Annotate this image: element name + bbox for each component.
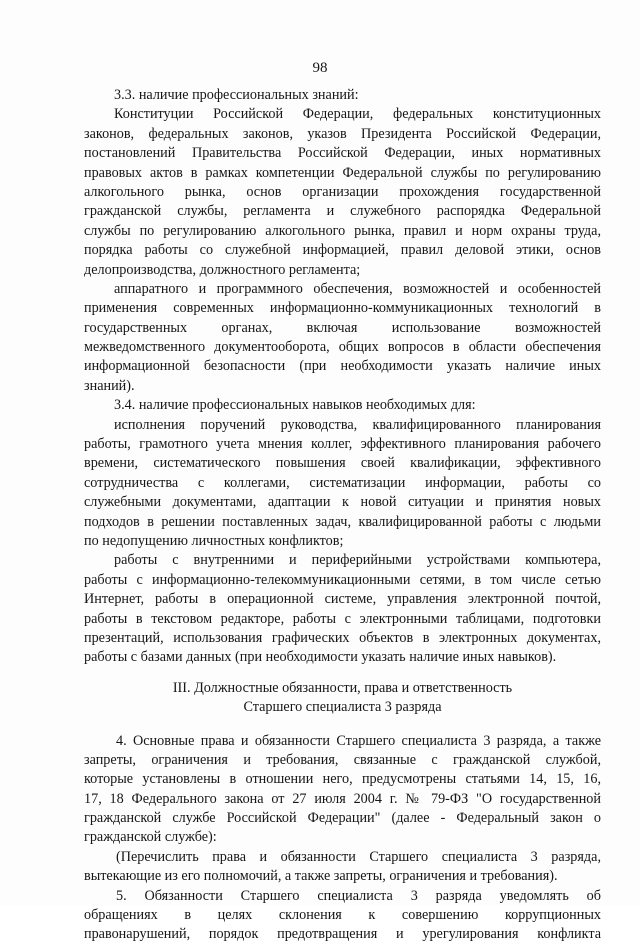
- section-3-3-heading: 3.3. наличие профессиональных знаний:: [114, 87, 359, 103]
- text-line: правовых актов в рамках компетенции Федеральной службы по регулированию: [84, 164, 601, 181]
- text-line: служебными документами, адаптации к новой ситуации и принятия новых: [84, 494, 601, 511]
- page-number: 98: [312, 60, 328, 76]
- text-line: работы с внутренними и периферийными устройствами компьютера,: [114, 552, 601, 569]
- text-line: гражданской службе):: [84, 829, 217, 846]
- text-line: Конституции Российской Федерации, федеральных конституционных: [114, 106, 601, 123]
- text-line: гражданской службы, регламента и служебного распорядка Федеральной: [84, 203, 601, 220]
- text-line: применения современных информационно-коммуникационных технологий в: [84, 300, 601, 317]
- text-line: аппаратного и программного обеспечения, возможностей и особенностей: [114, 280, 601, 297]
- text-line: гражданской службе Российской Федерации" (далее - Федеральный закон о: [84, 810, 601, 827]
- text-line: обращениях в целях склонения к совершению коррупционных: [84, 907, 601, 924]
- text-line: государственных органах, включая использование возможностей: [84, 319, 601, 336]
- text-line: постановлений Правительства Российской Федерации, иных нормативных: [84, 145, 601, 162]
- text-line: работы с информационно-телекоммуникационными сетями, в том числе сетью: [84, 571, 601, 588]
- text-line: правонарушений, порядок предотвращения и урегулирования конфликта: [84, 926, 601, 943]
- text-line: по недопущению личностных конфликтов;: [84, 532, 344, 549]
- text-line: вытекающие из его полномочий, а также запреты, ограничения и требования).: [84, 868, 558, 885]
- text-line: Интернет, работы в операционной системе, управления электронной почтой,: [84, 591, 601, 608]
- paragraph-4-first-line: 4. Основные права и обязанности Старшего специалиста 3 разряда, а также: [116, 732, 601, 749]
- document-body: [84, 86, 601, 945]
- text-line: исполнения поручений руководства, квалифицированного планирования: [114, 416, 601, 433]
- text-line: информационной безопасности (при необходимости указать наличие иных: [84, 358, 601, 375]
- text-line: знаний).: [84, 377, 135, 394]
- section-iii-subtitle: Старшего специалиста 3 разряда: [243, 699, 442, 716]
- section-3-4-heading: 3.4. наличие профессиональных навыков необходимых для:: [114, 397, 476, 414]
- text-line: сотрудничества с коллегами, систематизации информации, работы со: [84, 474, 601, 491]
- text-line: законов, федеральных законов, указов Президента Российской Федерации,: [84, 125, 601, 142]
- text-line: 17, 18 Федерального закона от 27 июля 2004 г. № 79-ФЗ "О государственной: [84, 790, 601, 807]
- section-iii-title: III. Должностные обязанности, права и ответственность: [172, 679, 513, 696]
- text-line: которые установлены в отношении него, предусмотрены статьями 14, 15, 16,: [84, 771, 601, 788]
- text-line: делопроизводства, должностного регламента;: [84, 261, 361, 278]
- text-line: службы по регулированию алкогольного рынка, правил и норм охраны труда,: [84, 222, 601, 239]
- text-line: порядка работы со служебной информацией, правил деловой этики, основ: [84, 242, 601, 259]
- text-line: времени, систематического повышения своей квалификации, эффективного: [84, 455, 601, 472]
- text-line: работы, грамотного учета мнения коллег, эффективного планирования рабочего: [84, 436, 601, 453]
- text-line: межведомственного документооборота, общих вопросов в области обеспечения: [84, 339, 601, 356]
- text-line: запреты, ограничения и требования, связанные с гражданской службой,: [84, 751, 601, 768]
- text-line: алкогольного рынка, основ организации прохождения государственной: [84, 183, 601, 200]
- text-line: презентаций, использования графических объектов в электронных документах,: [84, 629, 601, 646]
- text-line: работы с базами данных (при необходимости указать наличие иных навыков).: [84, 649, 557, 666]
- text-line: (Перечислить права и обязанности Старшего специалиста 3 разряда,: [116, 848, 601, 865]
- paragraph-5-first-line: 5. Обязанности Старшего специалиста 3 разряда уведомлять об: [116, 887, 601, 904]
- text-line: подходов в решении поставленных задач, квалифицированной работы с людьми: [84, 513, 601, 530]
- text-line: работы в текстовом редакторе, работы с электронными таблицами, подготовки: [84, 610, 601, 627]
